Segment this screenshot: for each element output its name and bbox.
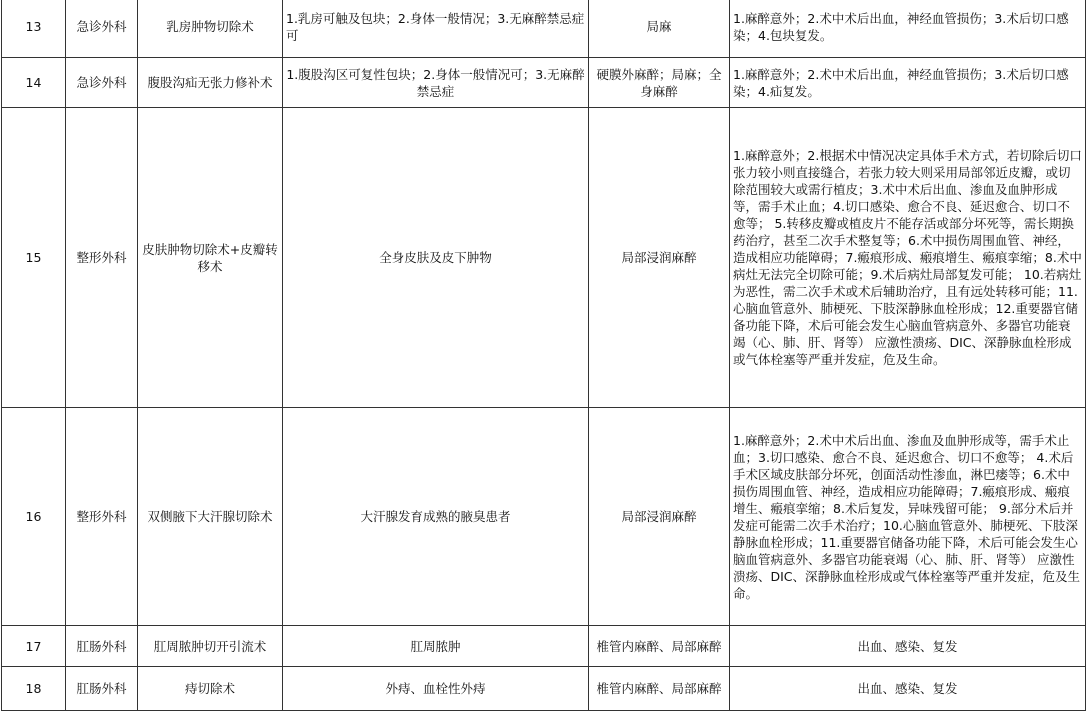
indication: 1.乳房可触及包块；2.身体一般情况；3.无麻醉禁忌症可: [283, 0, 589, 58]
indication: 外痔、血栓性外痔: [283, 667, 589, 711]
anesthesia: 局部浸润麻醉: [589, 408, 730, 626]
surgery-name: 乳房肿物切除术: [138, 0, 283, 58]
anesthesia: 硬膜外麻醉；局麻；全身麻醉: [589, 58, 730, 108]
table-row: [2, 58, 1086, 108]
surgery-table: [1, 0, 1086, 711]
row-number: 16: [2, 408, 66, 626]
risk: 出血、感染、复发: [730, 626, 1086, 667]
surgery-name: 肛周脓肿切开引流术: [138, 626, 283, 667]
indication: 肛周脓肿: [283, 626, 589, 667]
table-row: [2, 0, 1086, 58]
indication: 大汗腺发育成熟的腋臭患者: [283, 408, 589, 626]
surgery-name: 腹股沟疝无张力修补术: [138, 58, 283, 108]
row-number: 14: [2, 58, 66, 108]
risk: 1.麻醉意外；2.术中术后出血，神经血管损伤；3.术后切口感染；4.疝复发。: [730, 58, 1086, 108]
anesthesia: 局部浸润麻醉: [589, 108, 730, 408]
row-number: 13: [2, 0, 66, 58]
surgery-name: 皮肤肿物切除术+皮瓣转移术: [138, 108, 283, 408]
department: 整形外科: [66, 408, 138, 626]
anesthesia: 局麻: [589, 0, 730, 58]
table-row: [2, 108, 1086, 408]
department: 整形外科: [66, 108, 138, 408]
row-number: 17: [2, 626, 66, 667]
risk: 1.麻醉意外；2.根据术中情况决定具体手术方式，若切除后切口张力较小则直接缝合，若张力较大则采用局部邻近皮瓣，或切除范围较大或需行植皮；3.术中术后出血、渗血及血肿形成等，需手术止血；4.切口感染、愈合不良、延迟愈合、切口不愈等； 5.转移皮瓣或植皮片不能存活或部分坏死等，需长期换药治疗，甚至二次手术整复等；6.术中损伤周围血管、神经，造成相应功能障碍；7.瘢痕形成、瘢痕增生、瘢痕挛缩；8.术中病灶无法完全切除可能；9.术后病灶局部复发可能； 10.若病灶为恶性，需二次手术或术后辅助治疗，且有远处转移可能；11.心脑血管意外、肺梗死、下肢深静脉血栓形成；12.重要器官储备功能下降，术后可能会发生心脑血管病意外、多器官功能衰竭（心、肺、肝、肾等） 应激性溃疡、DIC、深静脉血栓形成或气体栓塞等严重并发症，危及生命。: [730, 108, 1086, 408]
department: 肛肠外科: [66, 626, 138, 667]
table-row: [2, 667, 1086, 711]
risk: 出血、感染、复发: [730, 667, 1086, 711]
indication: 全身皮肤及皮下肿物: [283, 108, 589, 408]
anesthesia: 椎管内麻醉、局部麻醉: [589, 626, 730, 667]
table-row: [2, 408, 1086, 626]
surgery-name: 痔切除术: [138, 667, 283, 711]
risk: 1.麻醉意外；2.术中术后出血，神经血管损伤；3.术后切口感染；4.包块复发。: [730, 0, 1086, 58]
department: 急诊外科: [66, 0, 138, 58]
anesthesia: 椎管内麻醉、局部麻醉: [589, 667, 730, 711]
surgery-name: 双侧腋下大汗腺切除术: [138, 408, 283, 626]
row-number: 15: [2, 108, 66, 408]
department: 急诊外科: [66, 58, 138, 108]
risk: 1.麻醉意外；2.术中术后出血、渗血及血肿形成等，需手术止血；3.切口感染、愈合不良、延迟愈合、切口不愈等； 4.术后手术区域皮肤部分坏死，创面活动性渗血，淋巴瘘等；6.术中损伤周围血管、神经，造成相应功能障碍；7.瘢痕形成、瘢痕增生、瘢痕挛缩；8.术后复发，异味残留可能； 9.部分术后并发症可能需二次手术治疗；10.心脑血管意外、肺梗死、下肢深静脉血栓形成；11.重要器官储备功能下降，术后可能会发生心脑血管病意外、多器官功能衰竭（心、肺、肝、肾等） 应激性溃疡、DIC、深静脉血栓形成或气体栓塞等严重并发症，危及生命。: [730, 408, 1086, 626]
indication: 1.腹股沟区可复性包块；2.身体一般情况可；3.无麻醉禁忌症: [283, 58, 589, 108]
row-number: 18: [2, 667, 66, 711]
table-row: [2, 626, 1086, 667]
department: 肛肠外科: [66, 667, 138, 711]
